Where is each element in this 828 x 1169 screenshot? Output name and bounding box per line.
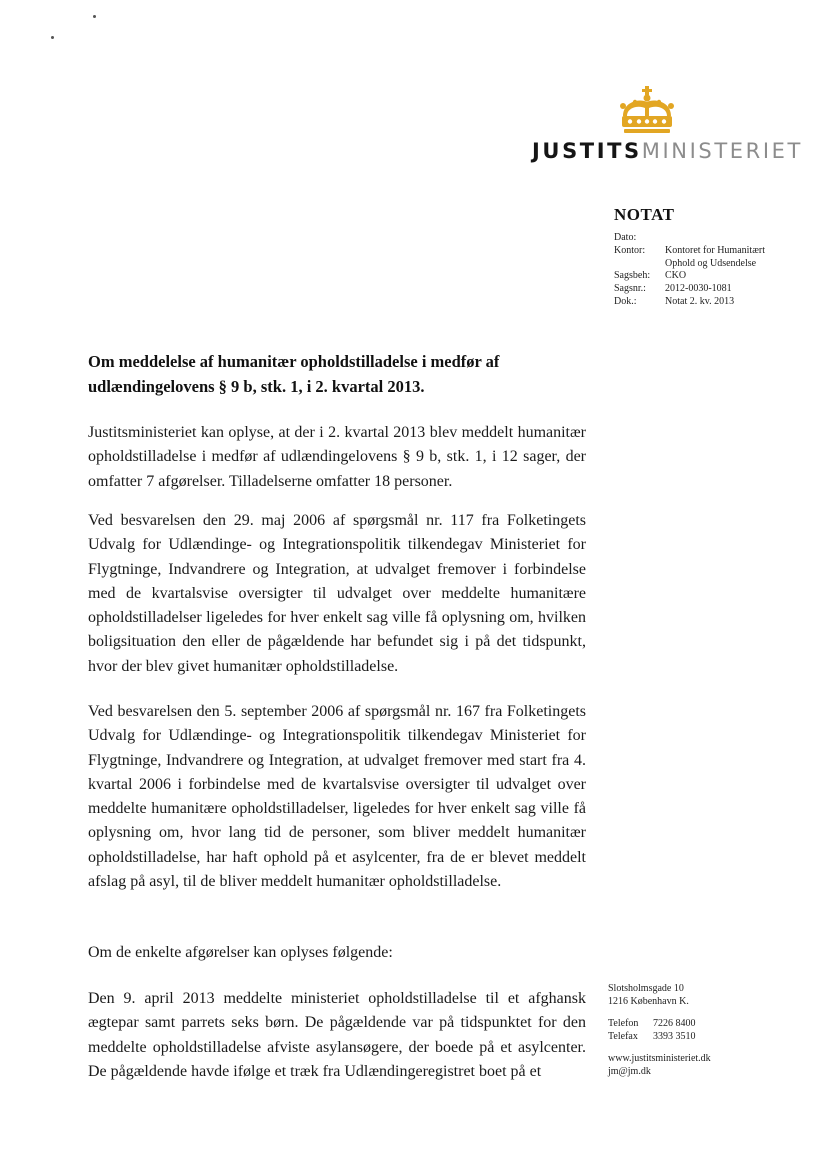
fax-row [608,1031,711,1044]
document-heading: Om meddelelse af humanitær opholdstilladelse i medfør af udlændingelovens § 9 b, stk. 1, i 2. kvartal 2013. [88,352,500,396]
phone-number: 7226 8400 [653,1018,696,1029]
logo-text-light: MINISTERIET [641,139,803,163]
crown-icon [617,86,677,136]
meta-value [665,232,795,245]
meta-label: Kontor: [614,244,646,256]
fax-number: 3393 3510 [653,1030,696,1042]
notat-metadata [614,232,795,309]
meta-label: Dok.: [614,295,637,307]
address-city: 1216 København K. [608,995,689,1007]
address-street: Slotsholmsgade 10 [608,983,684,994]
body-paragraph: Den 9. april 2013 meddelte ministeriet opholdstilladelse til et afghansk ægtepar samt parrets seks børn. De pågældende var på tidspunktet for den meddelte opholdstilladelse afviste asylansøgere, der boede på et asylcenter. De pågældende havde ifølge et træk fra Udlændingeregistret boet på et [88,990,586,1080]
meta-label: Sagsbeh: [614,270,651,282]
body-paragraph: Justitsministeriet kan oplyse, at der i 2. kvartal 2013 blev meddelt humanitær opholdstilladelse i medfør af udlændingelovens § 9 b, stk. 1, i 12 sager, der omfatter 7 afgørelser. Tilladelserne omfatter 18 personer. [88,424,586,490]
notat-title: NOTAT [614,205,675,224]
meta-row-case-number [614,283,795,296]
meta-value: 2012-0030-1081 [665,283,732,295]
body-paragraph: Om de enkelte afgørelser kan oplyses følgende: [88,944,393,961]
phone-label: Telefon [608,1018,639,1029]
meta-row-document [614,296,795,309]
meta-value: CKO [665,270,687,282]
scan-speck [51,36,54,39]
body-paragraph: Ved besvarelsen den 29. maj 2006 af spørgsmål nr. 117 fra Folketingets Udvalg for Udlændinge- og Integrationspolitik tilkendegav Ministeriet for Flygtninge, Indvandrere og Integration, at udvalget fremover i forbindelse med de kvartalsvise oversigter til udvalget over meddelte humanitære opholdstilladelser ligeledes for hver enkelt sag ville få oplysning om, hvilken boligsituation den eller de pågældende har befundet sig i på det tidspunkt, hvor der blev givet humanitær opholdstilladelse. [88,512,586,675]
meta-value: Kontoret for Humanitært Ophold og Udsendelse [665,244,765,269]
fax-label: Telefax [608,1030,638,1042]
email-link[interactable]: jm@jm.dk [608,1065,651,1077]
meta-value: Notat 2. kv. 2013 [665,295,735,307]
logo-text-bold: JUSTITS [532,139,642,163]
phone-row [608,1018,711,1031]
body-paragraph: Ved besvarelsen den 5. september 2006 af spørgsmål nr. 167 fra Folketingets Udvalg for Udlændinge- og Integrationspolitik tilkendegav Ministeriet for Flygtninge, Indvandrere og Integration, at udvalget fremover med start fra 4. kvartal 2006 i forbindelse med de kvartalsvise oversigter til udvalget over meddelte humanitære opholdstilladelser, ligeledes for hver enkelt sag ville få oplysning om, hvor lang tid de personer, som bliver meddelt humanitær opholdstilladelse, har haft ophold på et asylcenter, fra de er blevet meddelt afslag på asyl, til de bliver meddelt humanitær opholdstilladelse. [88,703,586,891]
ministry-name [532,140,803,162]
meta-row-office [614,245,795,271]
website-link[interactable]: www.justitsministeriet.dk [608,1053,711,1064]
scan-speck [93,15,96,18]
meta-row-date [614,232,795,245]
meta-label: Sagsnr.: [614,283,646,295]
ministry-address [608,983,711,1078]
meta-row-caseworker [614,270,795,283]
meta-label: Dato: [614,232,637,243]
